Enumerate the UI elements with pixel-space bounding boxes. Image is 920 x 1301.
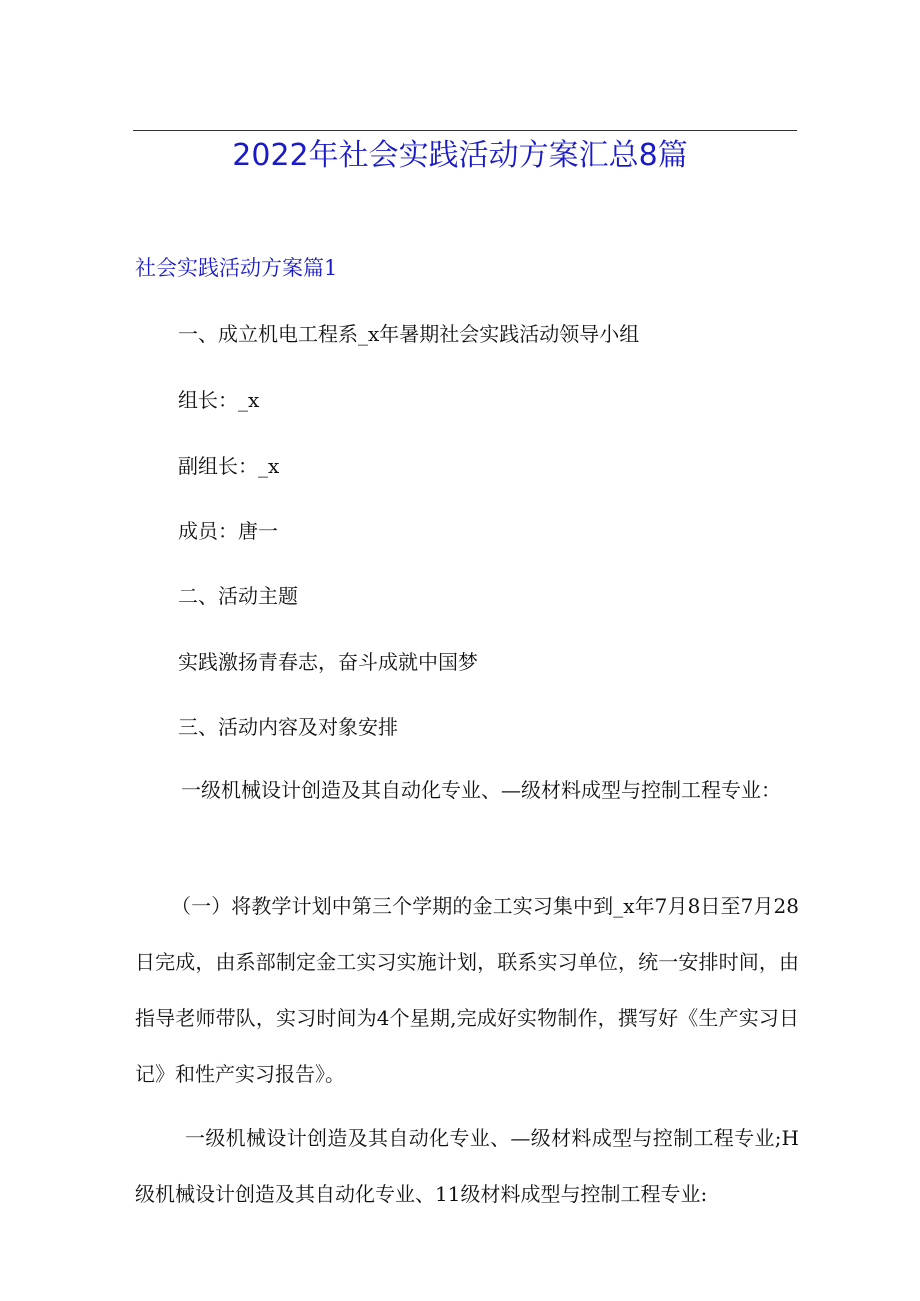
paragraph-target-majors: 一级机械设计创造及其自动化专业、—级材料成型与控制工程专业： xyxy=(181,778,781,802)
text-line-content-heading: 三、活动内容及对象安排 xyxy=(178,715,398,739)
header-rule xyxy=(133,130,797,131)
text-line-members: 成员：唐一 xyxy=(178,519,278,543)
text-line-group-leader: 组长：_x xyxy=(178,388,260,412)
section-heading: 社会实践活动方案篇1 xyxy=(135,256,338,280)
paragraph-workshop-practice: （一）将教学计划中第三个学期的金工实习集中到_x年7月8日至7月28日完成，由系部制定金工实习实施计划，联系实习单位，统一安排时间，由指导老师带队，实习时间为4个星期,完成好实物制作，撰写好《生产实习日记》和性产实习报告》。 xyxy=(135,894,799,1086)
paragraph-majors-list: 一级机械设计创造及其自动化专业、—级材料成型与控制工程专业;H级机械设计创造及其自动化专业、11级材料成型与控制工程专业: xyxy=(135,1126,799,1206)
document-title: 2022年社会实践活动方案汇总8篇 xyxy=(232,138,688,173)
text-line-deputy-leader: 副组长：_x xyxy=(178,454,280,478)
text-line-activity-theme-heading: 二、活动主题 xyxy=(178,584,298,608)
text-line-activity-theme: 实践激扬青春志，奋斗成就中国梦 xyxy=(178,650,478,674)
text-line-leadership-group: 一、成立机电工程系_x年暑期社会实践活动领导小组 xyxy=(178,322,640,346)
